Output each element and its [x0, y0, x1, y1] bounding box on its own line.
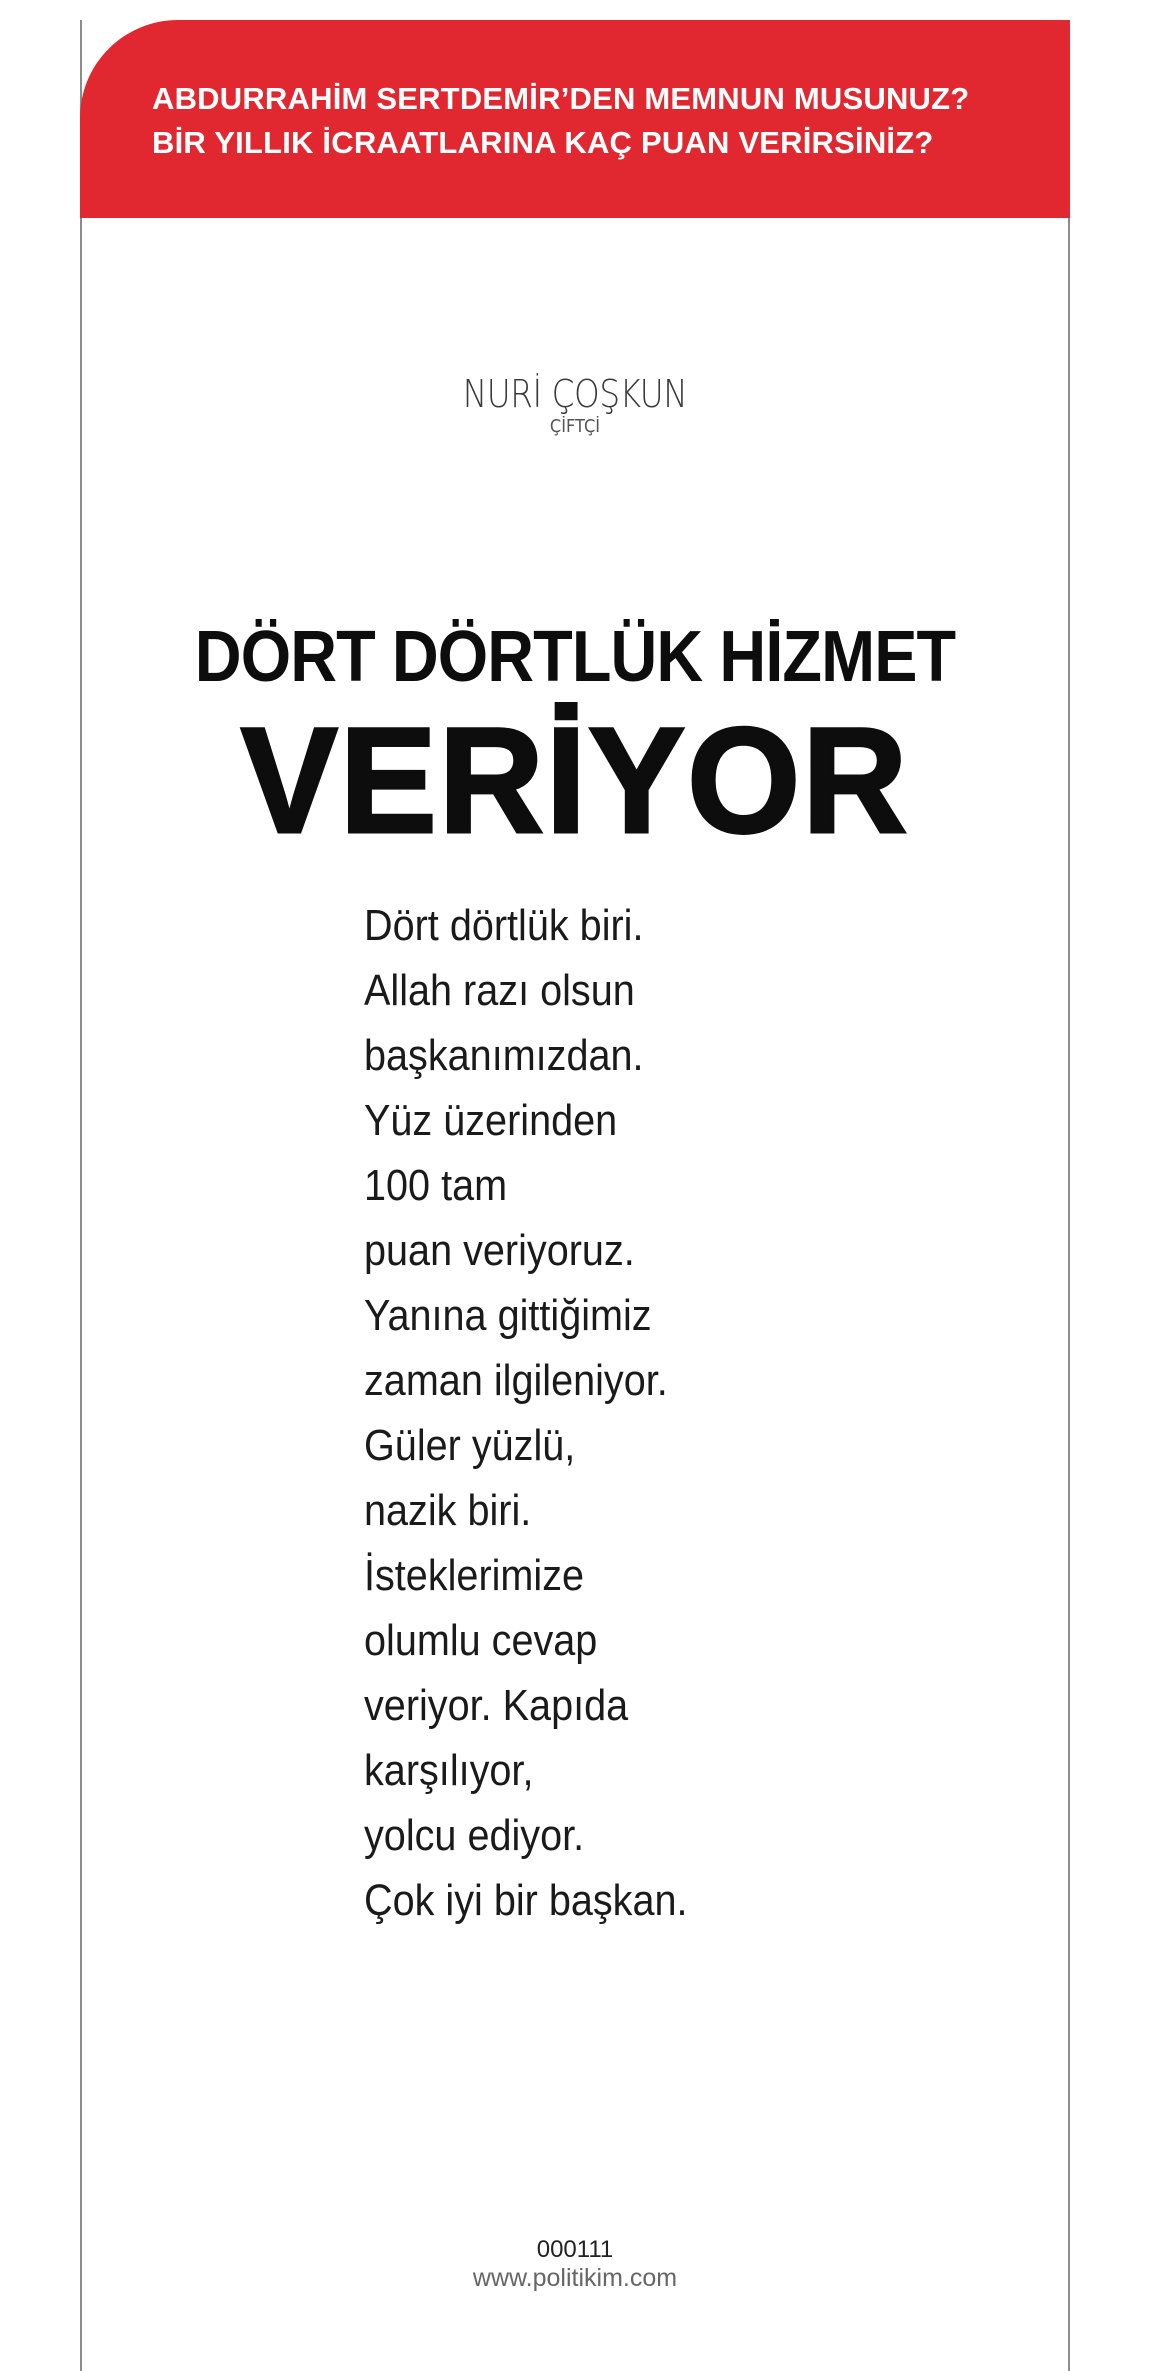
respondent-name: NURİ ÇOŞKUN: [462, 372, 688, 416]
quote-body: [364, 893, 984, 1933]
quote-line: puan veriyoruz.: [364, 1226, 635, 1275]
quote-line: başkanımızdan.: [364, 1031, 644, 1080]
quote-line: Güler yüzlü,: [364, 1421, 576, 1470]
banner-question-line-1: ABDURRAHİM SERTDEMİR’DEN MEMNUN MUSUNUZ?: [152, 81, 970, 116]
quote-line: Allah razı olsun: [364, 966, 635, 1015]
quote-line: yolcu ediyor.: [364, 1811, 585, 1860]
quote-line: zaman ilgileniyor.: [364, 1356, 668, 1405]
quote-line: karşılıyor,: [364, 1746, 534, 1795]
headline-line-1: DÖRT DÖRTLÜK HİZMET: [194, 617, 956, 697]
question-banner: [80, 20, 1070, 218]
quote-line: nazik biri.: [364, 1486, 532, 1535]
quote-line: veriyor. Kapıda: [364, 1681, 629, 1730]
quote-line: olumlu cevap: [364, 1616, 598, 1665]
respondent-block: [0, 372, 1150, 438]
page-footer: [0, 2237, 1150, 2293]
quote-line: İsteklerimize: [364, 1551, 585, 1600]
quote-line: Çok iyi bir başkan.: [364, 1876, 688, 1925]
respondent-occupation: ÇİFTÇİ: [549, 416, 601, 437]
quote-line: 100 tam: [364, 1161, 508, 1210]
banner-question-line-2: BİR YILLIK İCRAATLARINA KAÇ PUAN VERİRSİNİZ?: [152, 125, 934, 160]
footer-code: 000111: [536, 2236, 614, 2263]
quote-line: Dört dörtlük biri.: [364, 901, 644, 950]
headline-line-2: VERİYOR: [240, 696, 910, 864]
quote-line: Yüz üzerinden: [364, 1096, 618, 1145]
footer-website-link[interactable]: www.politikim.com: [472, 2264, 678, 2292]
quote-line: Yanına gittiğimiz: [364, 1291, 652, 1340]
